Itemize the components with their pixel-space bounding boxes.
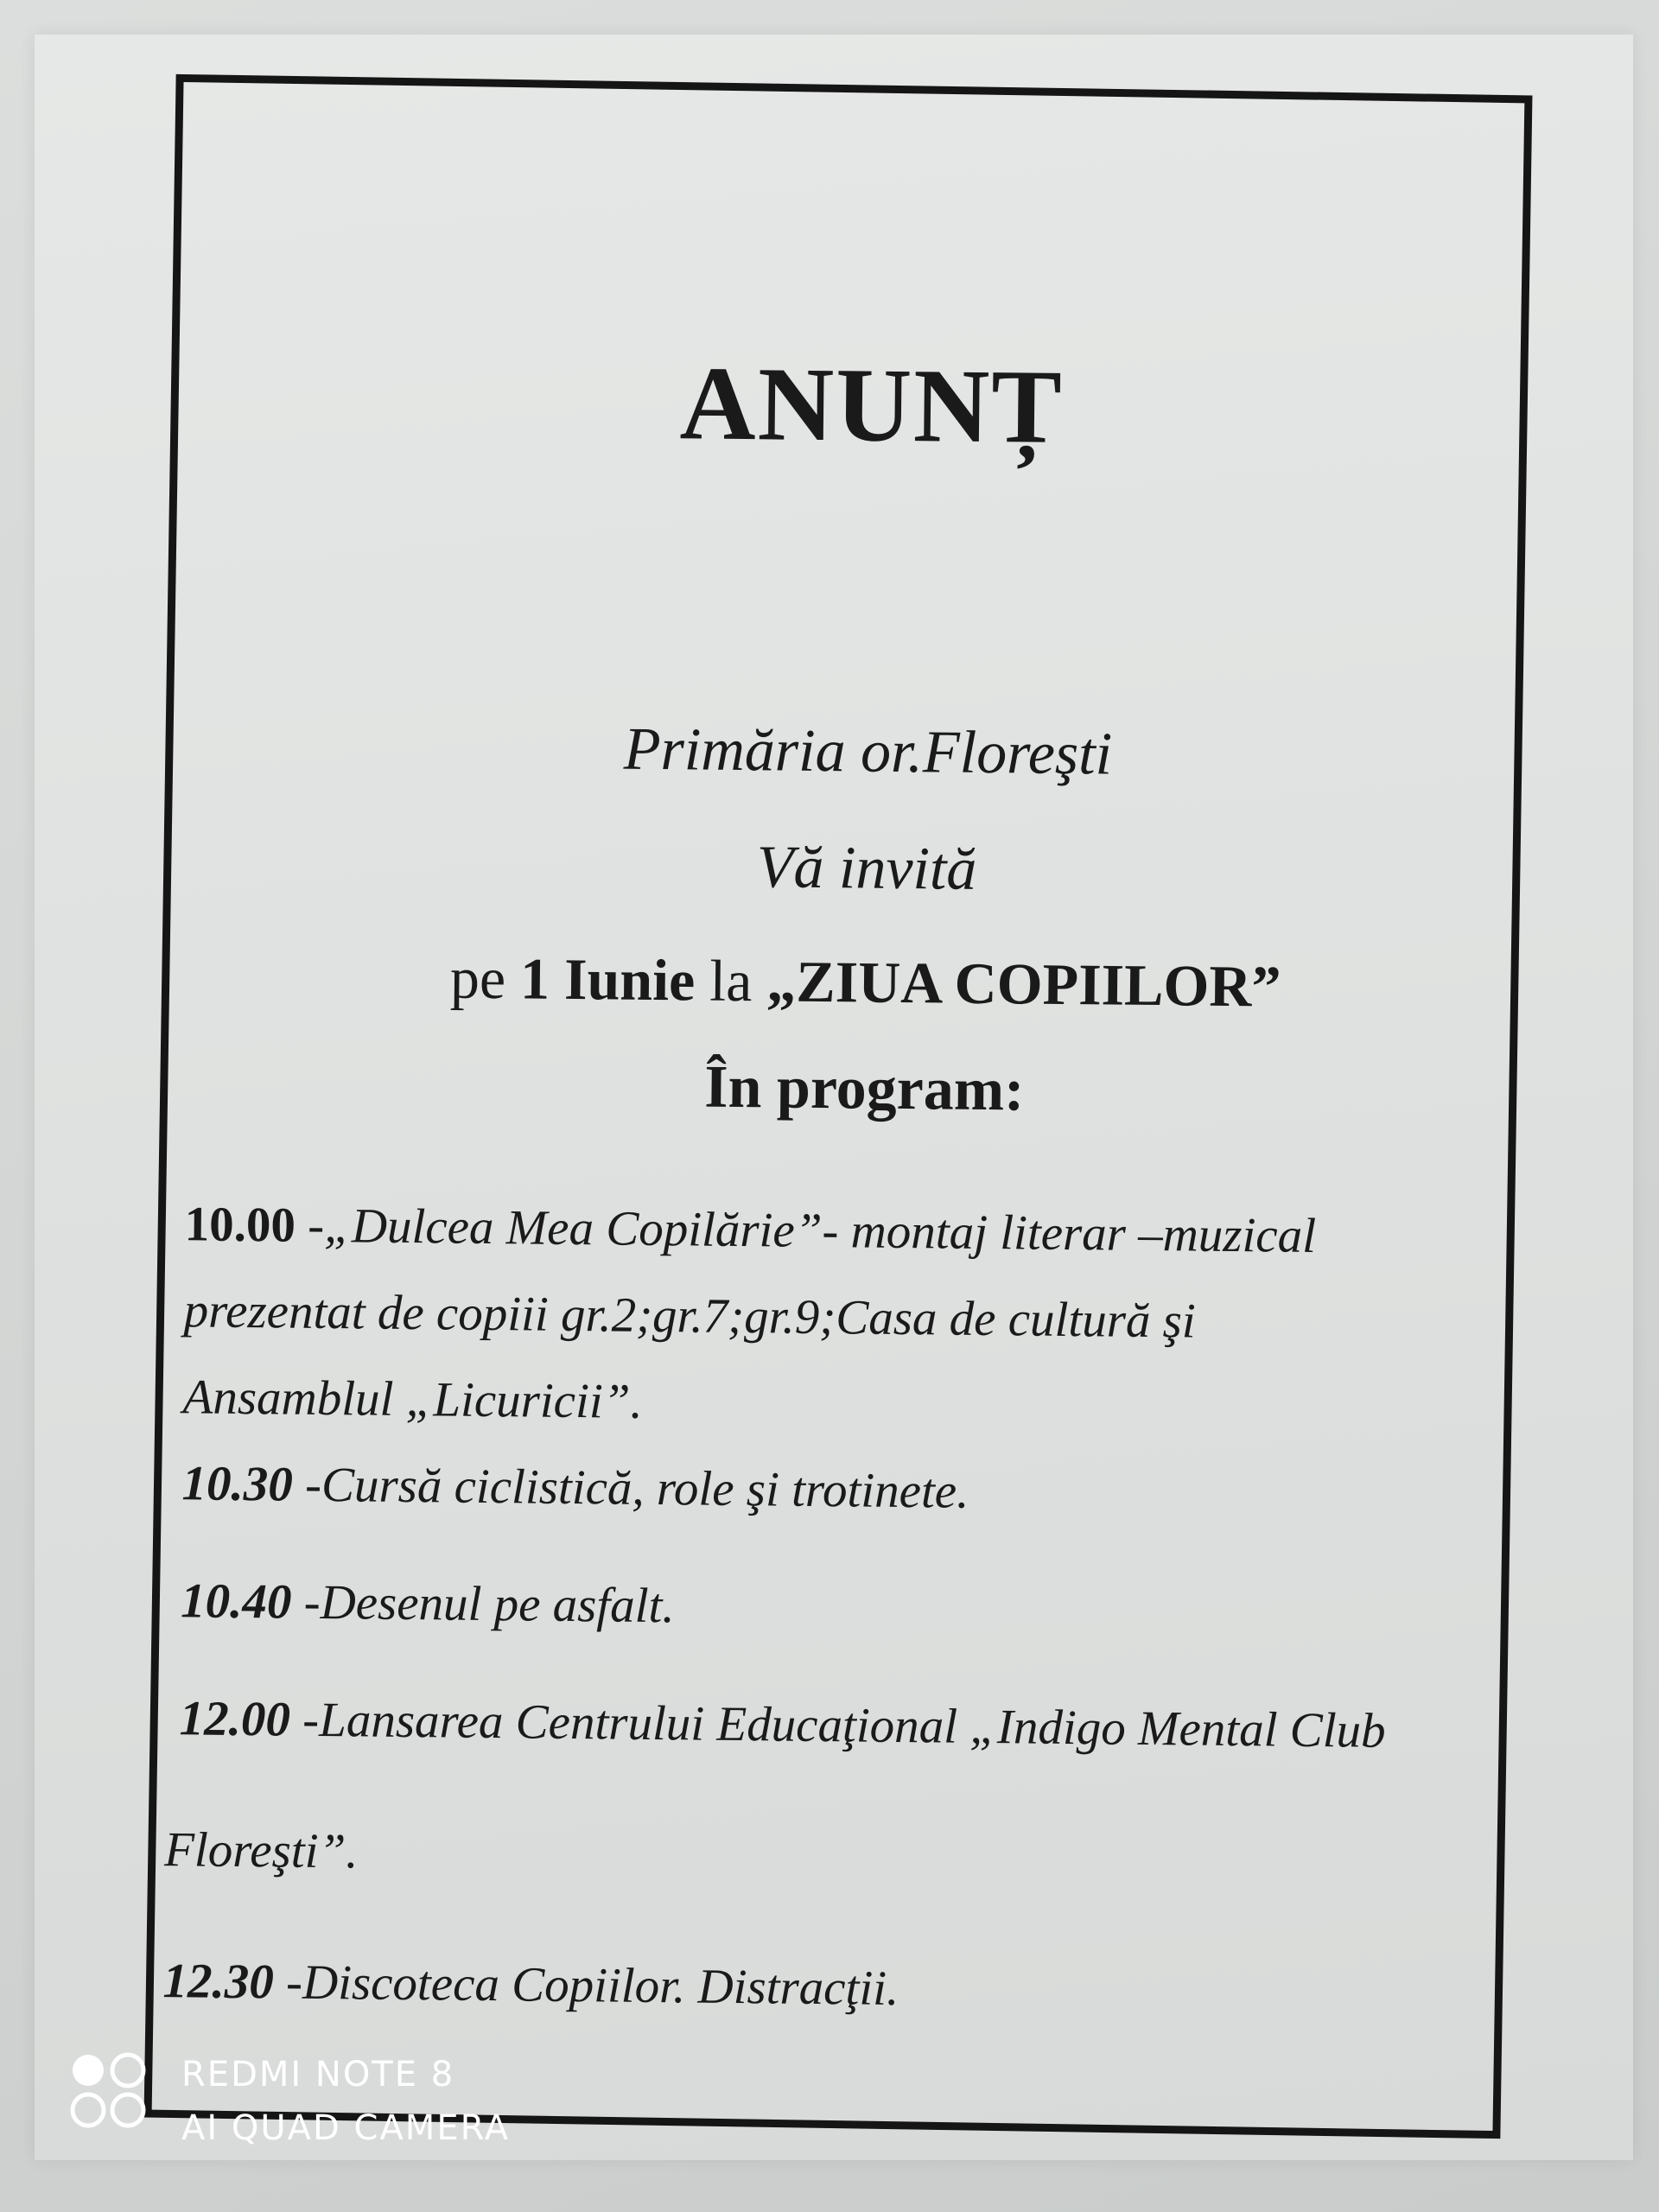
date-middle: la <box>694 947 767 1014</box>
schedule-text: -„Dulcea Mea Copilărie”- montaj literar –muzical <box>295 1198 1317 1264</box>
watermark-line-1: REDMI NOTE 8 <box>181 2055 455 2094</box>
schedule-time: 10.00 <box>184 1197 296 1253</box>
event-date: 1 Iunie <box>519 945 696 1014</box>
schedule-text: Floreşti”. <box>163 1822 359 1879</box>
schedule-text: Ansamblul „Licuricii”. <box>182 1370 644 1429</box>
schedule-text: -Lansarea Centrului Educaţional „Indigo Mental Club <box>289 1692 1386 1758</box>
schedule-time: 10.40 <box>180 1573 292 1630</box>
paper-sheet <box>35 35 1633 2160</box>
invitation-text: Vă invită <box>756 834 977 903</box>
event-name: „ZIUA COPIILOR” <box>766 948 1281 1020</box>
program-schedule <box>146 1181 1503 2038</box>
announcement-content <box>146 294 1512 2038</box>
schedule-time: 10.30 <box>181 1456 294 1512</box>
announcement-title: ANUNȚ <box>679 345 1065 466</box>
schedule-text: -Discoteca Copiilor. Distracţii. <box>273 1955 899 2017</box>
schedule-item <box>181 1558 1499 1658</box>
schedule-time: 12.30 <box>162 1954 275 2010</box>
schedule-text: prezentat de copiii gr.2;gr.7;gr.9;Casa de cultură şi <box>183 1283 1197 1349</box>
date-prefix: pe <box>449 944 521 1012</box>
schedule-item <box>162 1938 1495 2038</box>
camera-lens-logo-icon <box>69 2048 151 2134</box>
program-heading: În program: <box>703 1053 1025 1124</box>
schedule-item <box>181 1440 1500 1541</box>
schedule-text: -Desenul pe asfalt. <box>291 1574 675 1634</box>
event-date-line <box>226 946 1505 1018</box>
schedule-time: 12.00 <box>179 1691 291 1747</box>
organizer-name: Primăria or.Floreşti <box>623 715 1113 788</box>
schedule-item <box>163 1675 1498 1907</box>
camera-watermark <box>69 2048 510 2155</box>
schedule-item <box>182 1181 1503 1454</box>
schedule-text: -Cursă ciclistică, role şi trotinete. <box>292 1457 969 1519</box>
watermark-line-2: AI QUAD CAMERA <box>181 2108 511 2148</box>
